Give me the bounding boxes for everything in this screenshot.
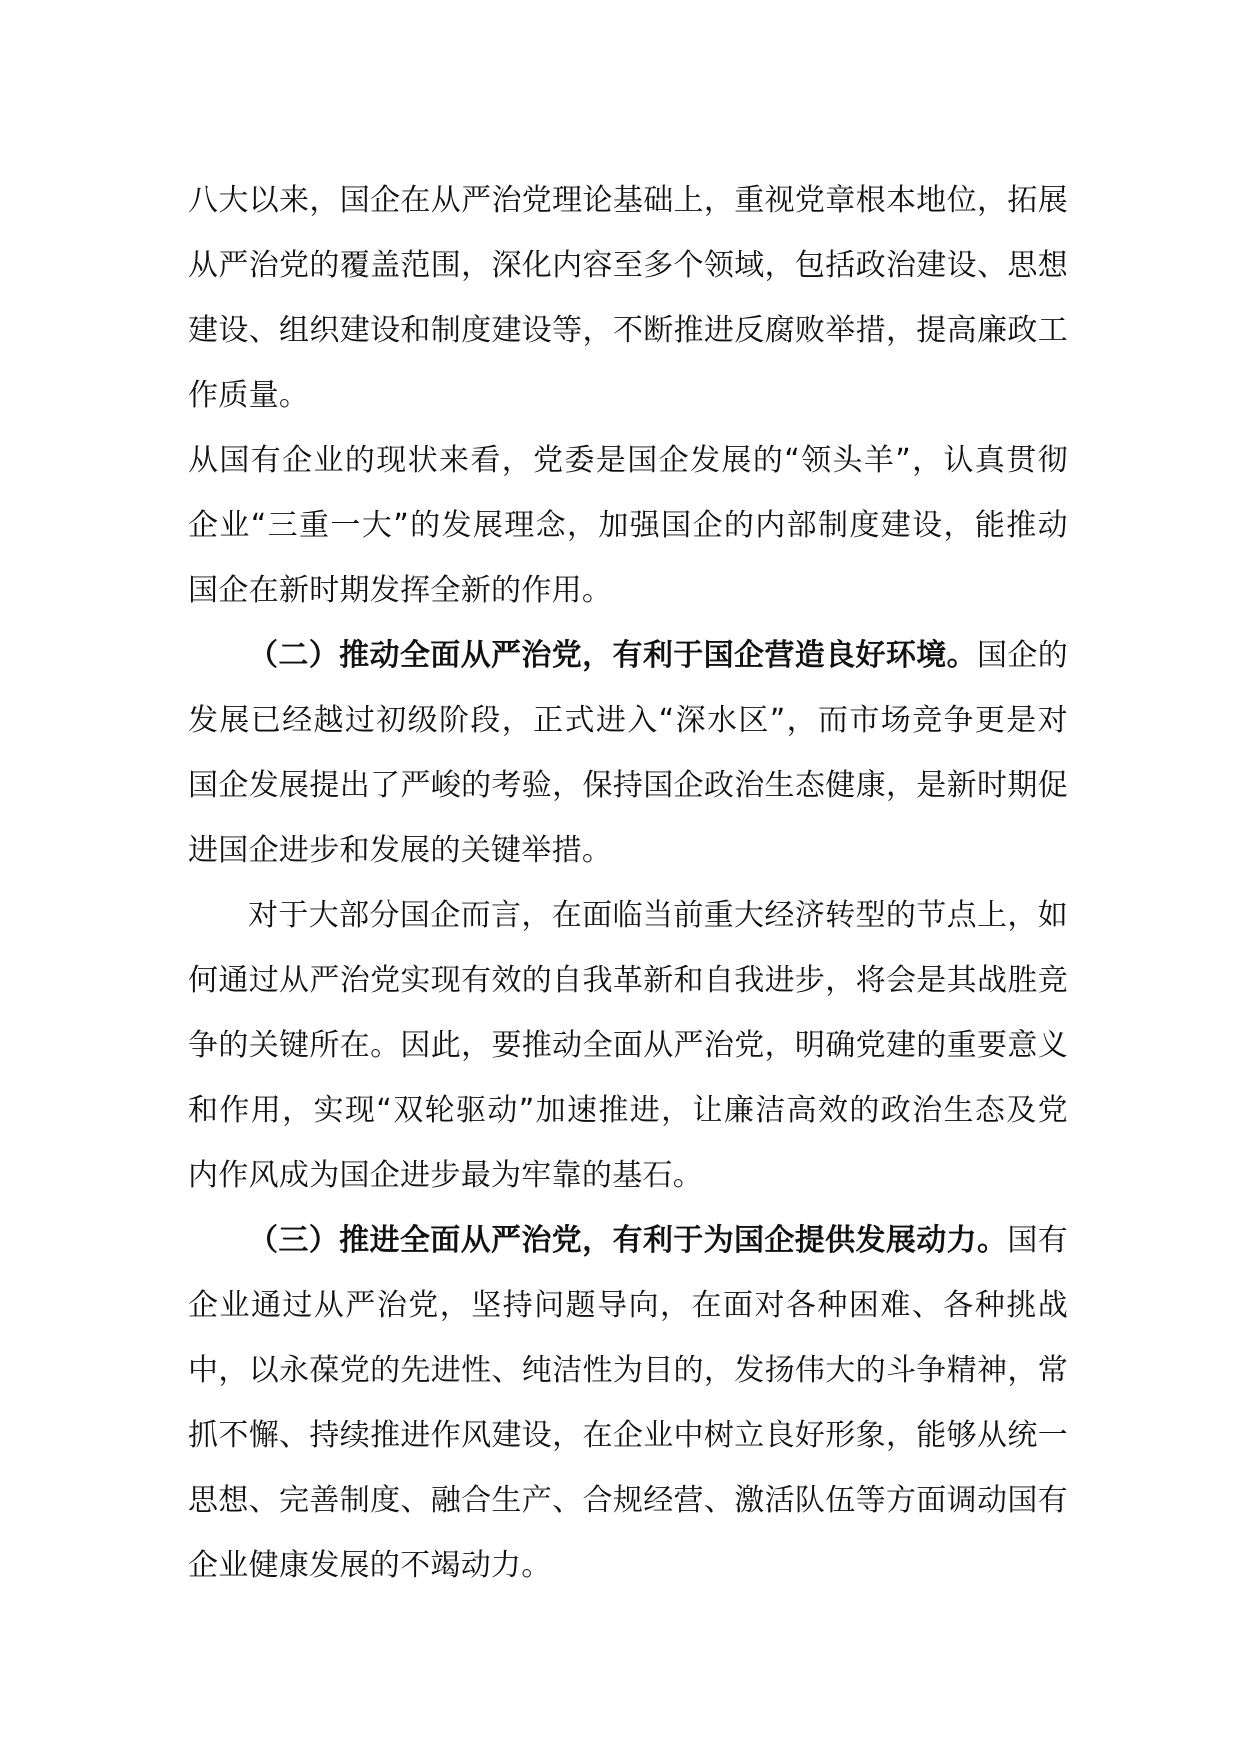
section-heading-2: （二）推动全面从严治党，有利于国企营造良好环境。 (248, 638, 977, 673)
paragraph-5 (188, 1208, 1068, 1598)
paragraph-4 (188, 883, 1068, 1208)
paragraph-4-text: 对于大部分国企而言，在面临当前重大经济转型的节点上，如何通过从严治党实现有效的自我革新和自我进步，将会是其战胜竞争的关键所在。因此，要推动全面从严治党，明确党建的重要意义和作用，实现“双轮驱动”加速推进，让廉洁高效的政治生态及党内作风成为国企进步最为牢靠的基石。 (188, 898, 1068, 1193)
document-body (188, 168, 1068, 1598)
paragraph-2-text: 从国有企业的现状来看，党委是国企发展的“领头羊”，认真贯彻企业“三重一大”的发展理念，加强国企的内部制度建设，能推动国企在新时期发挥全新的作用。 (188, 443, 1068, 608)
paragraph-5-text: 国有企业通过从严治党，坚持问题导向，在面对各种困难、各种挑战中，以永葆党的先进性、纯洁性为目的，发扬伟大的斗争精神，常抓不懈、持续推进作风建设，在企业中树立良好形象，能够从统一思想、完善制度、融合生产、合规经营、激活队伍等方面调动国有企业健康发展的不竭动力。 (188, 1223, 1069, 1583)
section-heading-3: （三）推进全面从严治党，有利于为国企提供发展动力。 (248, 1223, 1008, 1258)
paragraph-3 (188, 623, 1068, 883)
paragraph-3-text: 国企的发展已经越过初级阶段，正式进入“深水区”，而市场竞争更是对国企发展提出了严峻的考验，保持国企政治生态健康，是新时期促进国企进步和发展的关键举措。 (188, 638, 1068, 868)
paragraph-1-text: 八大以来，国企在从严治党理论基础上，重视党章根本地位，拓展从严治党的覆盖范围，深化内容至多个领域，包括政治建设、思想建设、组织建设和制度建设等，不断推进反腐败举措，提高廉政工作质量。 (188, 183, 1068, 413)
paragraph-1 (188, 168, 1068, 428)
paragraph-2 (188, 428, 1068, 623)
